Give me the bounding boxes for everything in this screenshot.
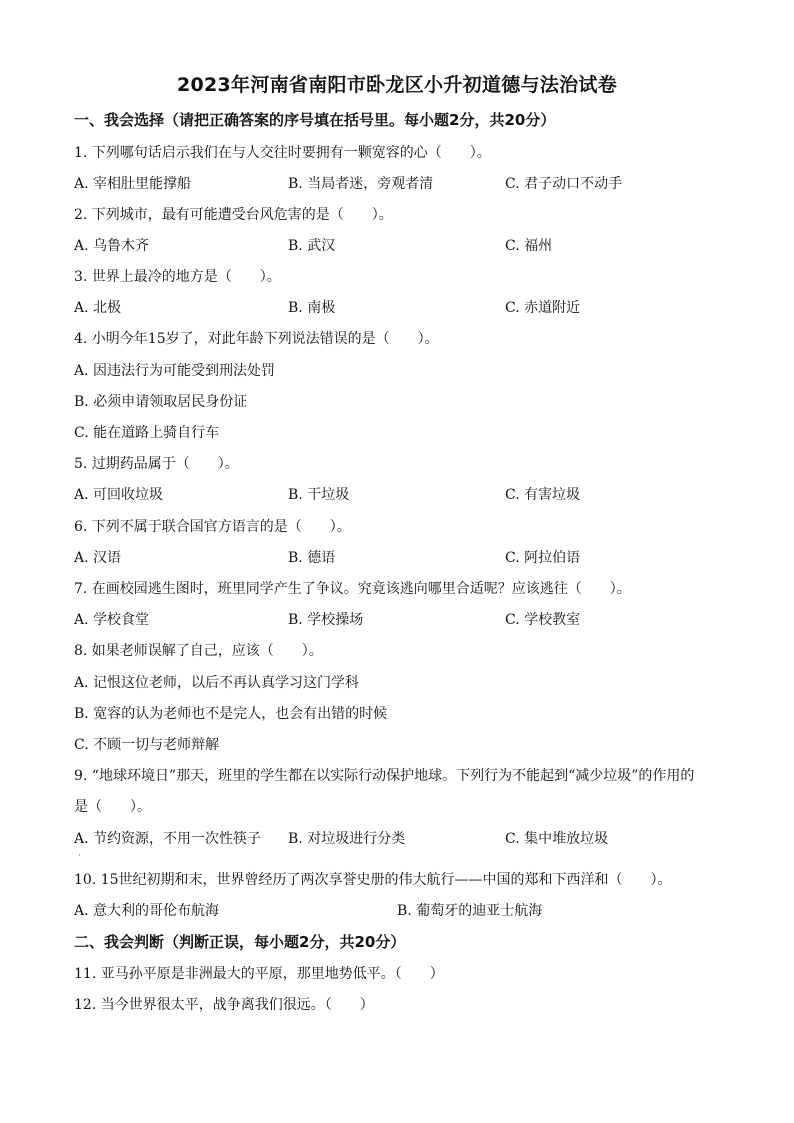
q3-option-b: B. 南极 — [288, 300, 336, 316]
q1-option-b: B. 当局者迷，旁观者清 — [288, 176, 434, 192]
q2-option-c: C. 福州 — [505, 238, 553, 254]
q8-option-c: C. 不顾一切与老师辩解 — [74, 737, 220, 753]
q6-option-a: A. 汉语 — [74, 550, 122, 566]
q1-option-c: C. 君子动口不动手 — [505, 176, 623, 192]
q2-option-b: B. 武汉 — [288, 238, 336, 254]
question-7: 7. 在画校园逃生图时，班里同学产生了争议。究竟该逃向哪里合适呢？应该逃往（ ）。 — [74, 581, 631, 597]
q5-option-c: C. 有害垃圾 — [505, 487, 581, 503]
q9-option-c: C. 集中堆放垃圾 — [505, 831, 609, 847]
q7-option-a: A. 学校食堂 — [74, 612, 150, 628]
question-9-line2: 是（ ）。 — [74, 799, 151, 815]
question-1: 1. 下列哪句话启示我们在与人交往时要拥有一颗宽容的心（ ）。 — [74, 145, 491, 161]
section-heading-judge: 二、我会判断（判断正误，每小题2分，共20分） — [74, 933, 406, 951]
q1-option-a: A. 宰相肚里能撑船 — [74, 176, 192, 192]
q7-option-c: C. 学校教室 — [505, 612, 581, 628]
q4-option-a: A. 因违法行为可能受到刑法处罚 — [74, 363, 276, 379]
q6-option-b: B. 德语 — [288, 550, 336, 566]
question-11: 11. 亚马孙平原是非洲最大的平原，那里地势低平。（ ） — [74, 966, 444, 982]
question-9-line1: 9. “地球环境日”那天，班里的学生都在以实际行动保护地球。下列行为不能起到“减少垃圾”的作用的 — [74, 768, 695, 784]
section-heading-choice: 一、我会选择（请把正确答案的序号填在括号里。每小题2分，共20分） — [74, 111, 556, 129]
question-6: 6. 下列不属于联合国官方语言的是（ ）。 — [74, 519, 351, 535]
q4-option-b: B. 必须申请领取居民身份证 — [74, 394, 248, 410]
q5-option-a: A. 可回收垃圾 — [74, 487, 164, 503]
q10-option-a: A. 意大利的哥伦布航海 — [74, 903, 220, 919]
q6-option-c: C. 阿拉伯语 — [505, 550, 581, 566]
question-5: 5. 过期药品属于（ ）。 — [74, 456, 239, 472]
q9-option-b: B. 对垃圾进行分类 — [288, 831, 406, 847]
stray-dot-mark: · — [78, 851, 81, 861]
q4-option-c: C. 能在道路上骑自行车 — [74, 425, 220, 441]
exam-title: 2023年河南省南阳市卧龙区小升初道德与法治试卷 — [176, 74, 618, 96]
q10-option-b: B. 葡萄牙的迪亚士航海 — [397, 903, 543, 919]
q2-option-a: A. 乌鲁木齐 — [74, 238, 150, 254]
question-12: 12. 当今世界很太平，战争离我们很远。（ ） — [74, 997, 374, 1013]
question-4: 4. 小明今年15岁了，对此年龄下列说法错误的是（ ）。 — [74, 331, 439, 347]
q3-option-c: C. 赤道附近 — [505, 300, 581, 316]
q8-option-b: B. 宽容的认为老师也不是完人，也会有出错的时候 — [74, 706, 388, 722]
question-8: 8. 如果老师误解了自己，应该（ ）。 — [74, 643, 323, 659]
q7-option-b: B. 学校操场 — [288, 612, 364, 628]
question-2: 2. 下列城市，最有可能遭受台风危害的是（ ）。 — [74, 207, 393, 223]
q5-option-b: B. 干垃圾 — [288, 487, 350, 503]
q8-option-a: A. 记恨这位老师，以后不再认真学习这门学科 — [74, 675, 360, 691]
question-10: 10. 15世纪初期和末，世界曾经历了两次享誉史册的伟大航行——中国的郑和下西洋和（ ）。 — [74, 872, 672, 888]
question-3: 3. 世界上最冷的地方是（ ）。 — [74, 269, 281, 285]
q3-option-a: A. 北极 — [74, 300, 122, 316]
q9-option-a: A. 节约资源，不用一次性筷子 — [74, 831, 262, 847]
